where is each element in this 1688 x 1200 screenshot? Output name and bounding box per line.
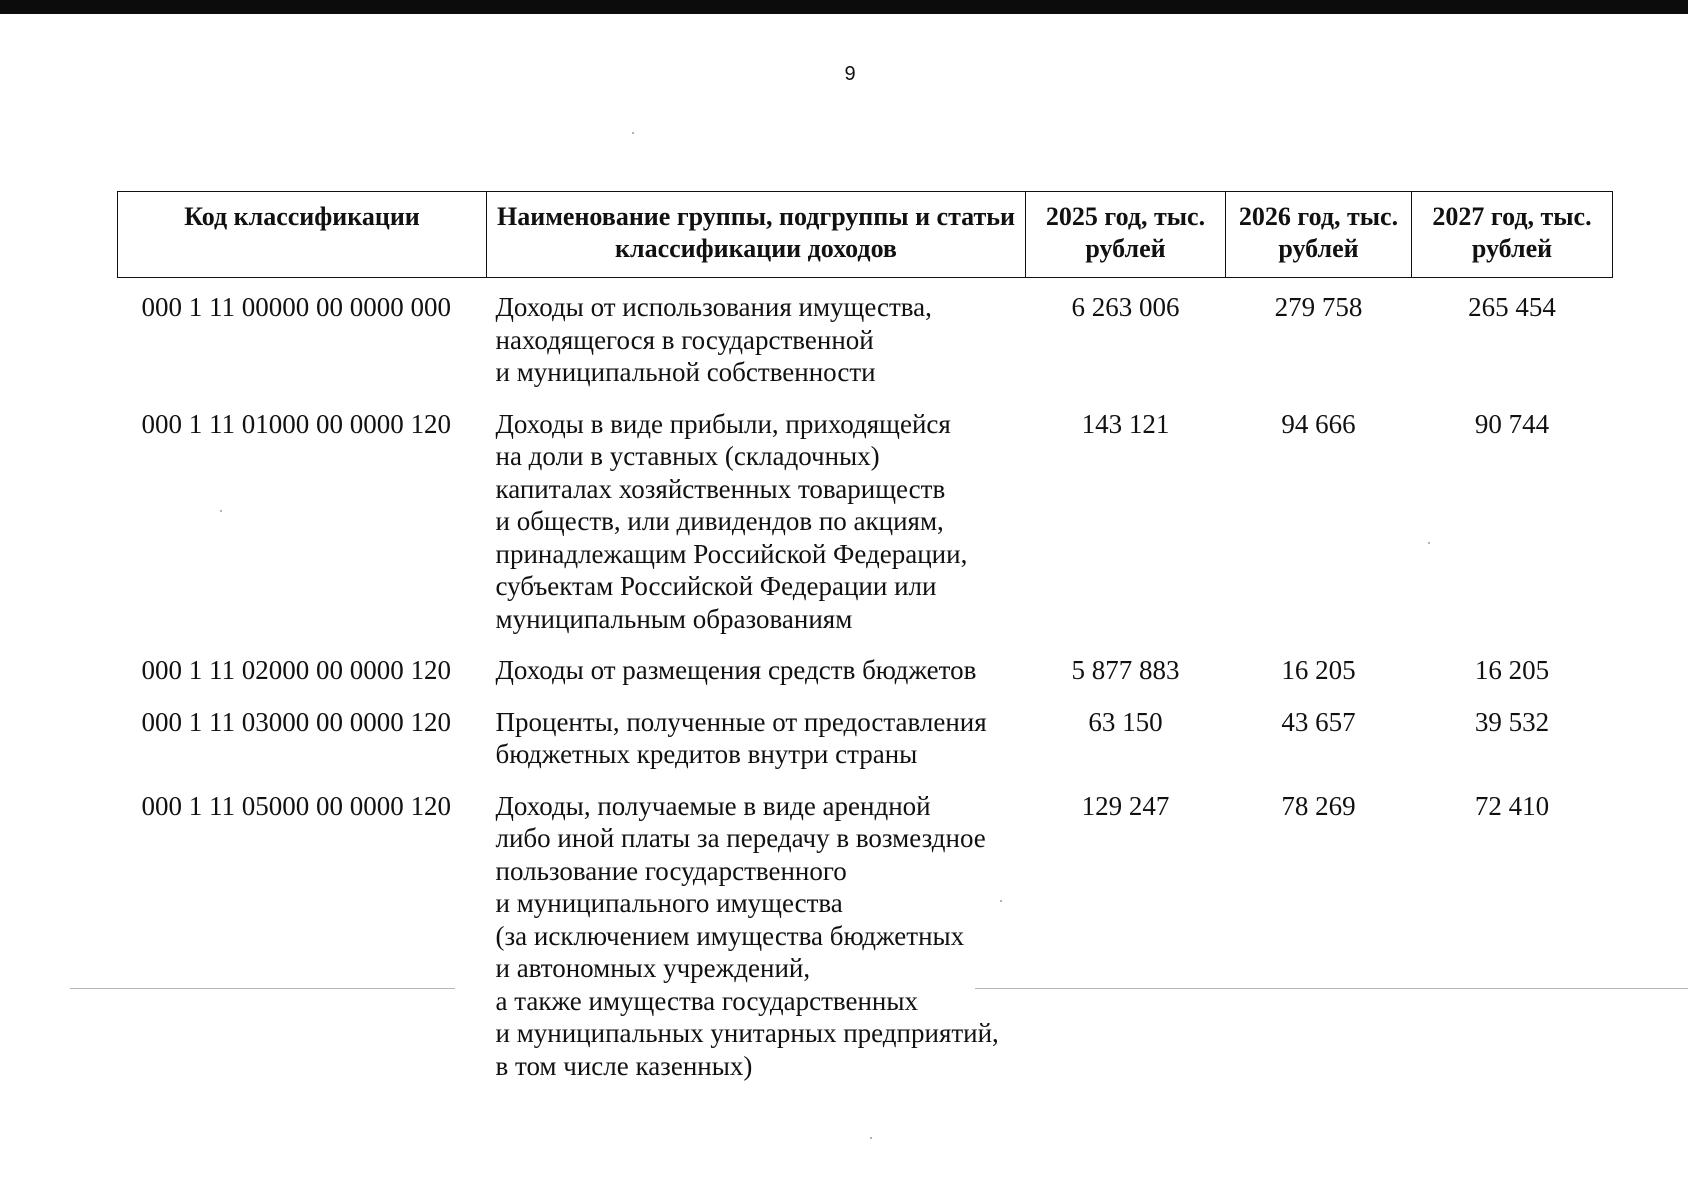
value-2026: 78 269: [1281, 790, 1356, 821]
classification-code: 000 1 11 02000 00 0000 120: [141, 655, 451, 685]
revenue-name: Доходы в виде прибыли, приходящейся на доли в уставных (складочных) капиталах хозяйственных товариществ и обществ, или дивидендов по акциям, принадлежащим Российской Федерации, субъектам Российской Федерации или муниципальным образованиям: [495, 408, 968, 634]
value-2027: 90 744: [1474, 408, 1550, 439]
value-2026: 94 666: [1281, 408, 1356, 439]
table-header: [118, 192, 1613, 278]
scan-speck: [870, 1137, 872, 1139]
table-row: [118, 706, 1613, 790]
table-row: [118, 408, 1613, 655]
revenue-table: [117, 191, 1613, 1101]
page-number: 9: [844, 63, 856, 85]
classification-code: 000 1 11 03000 00 0000 120: [141, 706, 451, 737]
header-2025: 2025 год, тыс. рублей: [1026, 192, 1226, 278]
header-code: Код классификации: [118, 192, 487, 278]
value-2025: 6 263 006: [1071, 292, 1180, 322]
revenue-name: Доходы от размещения средств бюджетов: [495, 655, 977, 685]
classification-code: 000 1 11 05000 00 0000 120: [141, 790, 451, 821]
value-2027: 16 205: [1474, 655, 1550, 685]
classification-code: 000 1 11 01000 00 0000 120: [141, 408, 451, 439]
value-2027: 265 454: [1468, 292, 1556, 322]
scan-speck: [1000, 900, 1002, 902]
value-2026: 16 205: [1281, 655, 1356, 685]
value-2027: 72 410: [1474, 790, 1550, 821]
value-2027: 39 532: [1474, 706, 1550, 737]
classification-code: 000 1 11 00000 00 0000 000: [141, 292, 451, 322]
value-2025: 63 150: [1088, 706, 1163, 737]
header-name: Наименование группы, подгруппы и статьи классификации доходов: [487, 192, 1026, 278]
header-row: [118, 192, 1613, 278]
scan-speck: [1428, 542, 1430, 544]
value-2025: 129 247: [1081, 790, 1170, 821]
revenue-name: Доходы от использования имущества, находящегося в государственной и муниципальной собственности: [495, 292, 932, 387]
revenue-table-container: [117, 191, 1612, 1101]
scan-artifact-line: [975, 988, 1688, 989]
header-2027: 2027 год, тыс. рублей: [1412, 192, 1613, 278]
value-2026: 43 657: [1281, 706, 1356, 737]
revenue-name: Доходы, получаемые в виде арендной либо иной платы за передачу в возмездное пользование государственного и муниципального имущества (за исключением имущества бюджетных и автономных учреждений, а также имущества государственных и муниципальных унитарных предприятий, в том числе казенных): [495, 790, 999, 1081]
table-row: [118, 278, 1613, 408]
header-2026: 2026 год, тыс. рублей: [1226, 192, 1412, 278]
scan-speck: [632, 132, 634, 134]
table-body: [118, 278, 1613, 1102]
scan-artifact-line: [70, 988, 455, 989]
value-2026: 279 758: [1274, 292, 1363, 322]
value-2025: 5 877 883: [1071, 655, 1180, 685]
scan-speck: [220, 510, 222, 512]
table-row: [118, 654, 1613, 706]
table-row: [118, 790, 1613, 1102]
revenue-name: Проценты, полученные от предоставления бюджетных кредитов внутри страны: [495, 706, 987, 769]
value-2025: 143 121: [1081, 408, 1170, 439]
scan-top-edge: [0, 0, 1688, 14]
